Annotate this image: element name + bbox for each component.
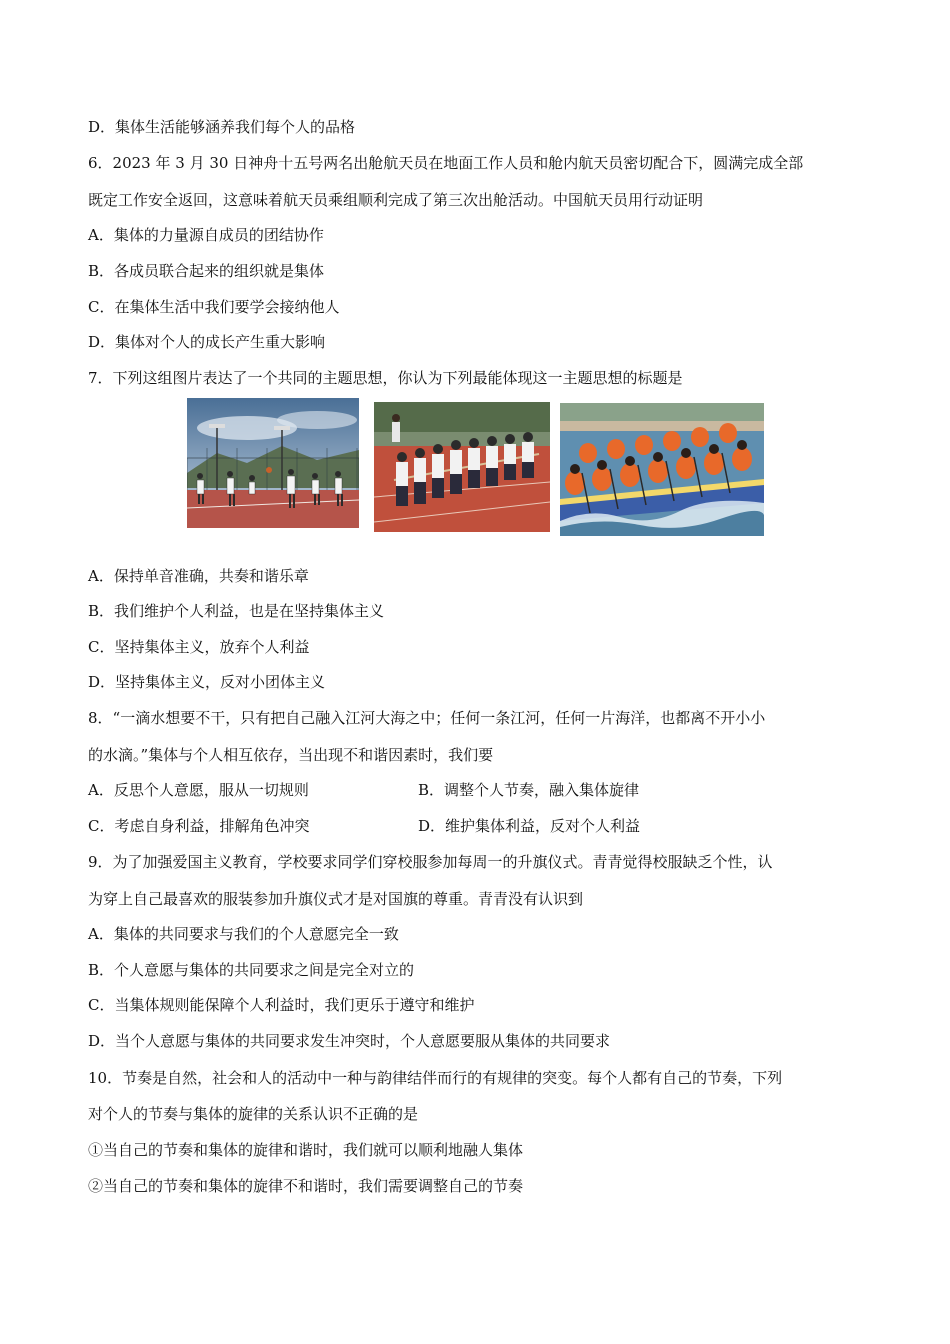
q9-stem-line-1: 9．为了加强爱国主义教育，学校要求同学们穿校服参加每周一的升旗仪式。青青觉得校服缺乏个性，认 [88, 853, 773, 871]
q6-stem-line-1: 6．2023 年 3 月 30 日神舟十五号两名出舱航天员在地面工作人员和舱内航天员密切配合下，圆满完成全部 [88, 154, 804, 172]
q9-option-a: A．集体的共同要求与我们的个人意愿完全一致 [88, 925, 399, 943]
dragon-boat-race-photo [560, 403, 764, 536]
q7-option-d: D．坚持集体主义，反对小团体主义 [88, 673, 326, 691]
q9-option-c: C．当集体规则能保障个人利益时，我们更乐于遵守和维护 [88, 996, 475, 1014]
q8-option-d: D．维护集体利益，反对个人利益 [418, 817, 641, 835]
q6-stem-line-2: 既定工作安全返回，这意味着航天员乘组顺利完成了第三次出舱活动。中国航天员用行动证明 [88, 191, 704, 209]
q10-stem-line-2: 对个人的节奏与集体的旋律的关系认识不正确的是 [88, 1105, 419, 1123]
q9-option-d: D．当个人意愿与集体的共同要求发生冲突时，个人意愿要服从集体的共同要求 [88, 1032, 611, 1050]
basketball-game-photo [187, 398, 359, 528]
q8-stem-line-2: 的水滴。”集体与个人相互依存，当出现不和谐因素时，我们要 [88, 746, 494, 764]
q10-statement-1: ①当自己的节奏和集体的旋律和谐时，我们就可以顺利地融人集体 [88, 1141, 524, 1159]
q6-option-a: A．集体的力量源自成员的团结协作 [88, 226, 324, 244]
q8-option-c: C．考虑自身利益，排解角色冲突 [88, 817, 310, 835]
q7-option-b: B．我们维护个人利益，也是在坚持集体主义 [88, 602, 385, 620]
q7-stem: 7．下列这组图片表达了一个共同的主题思想，你认为下列最能体现这一主题思想的标题是 [88, 369, 683, 387]
q8-option-b: B．调整个人节奏，融入集体旋律 [418, 781, 640, 799]
q5-option-d: D．集体生活能够涵养我们每个人的品格 [88, 118, 356, 136]
q7-option-a: A．保持单音准确，共奏和谐乐章 [88, 567, 309, 585]
q6-option-b: B．各成员联合起来的组织就是集体 [88, 262, 325, 280]
q10-stem-line-1: 10．节奏是自然，社会和人的活动中一种与韵律结伴而行的有规律的突变。每个人都有自己的节奏，下列 [88, 1069, 783, 1087]
q6-option-d: D．集体对个人的成长产生重大影响 [88, 333, 326, 351]
q8-stem-line-1: 8．“一滴水想要不干，只有把自己融入江河大海之中；任何一条江河，任何一片海洋，也都离不开小小 [88, 709, 766, 727]
q8-option-a: A．反思个人意愿，服从一切规则 [88, 781, 309, 799]
tug-of-war-photo [374, 402, 550, 532]
q9-option-b: B．个人意愿与集体的共同要求之间是完全对立的 [88, 961, 415, 979]
q7-option-c: C．坚持集体主义，放弃个人利益 [88, 638, 310, 656]
q10-statement-2: ②当自己的节奏和集体的旋律不和谐时，我们需要调整自己的节奏 [88, 1177, 524, 1195]
q9-stem-line-2: 为穿上自己最喜欢的服装参加升旗仪式才是对国旗的尊重。青青没有认识到 [88, 890, 584, 908]
q7-photo-group [187, 398, 767, 536]
q6-option-c: C．在集体生活中我们要学会接纳他人 [88, 298, 340, 316]
